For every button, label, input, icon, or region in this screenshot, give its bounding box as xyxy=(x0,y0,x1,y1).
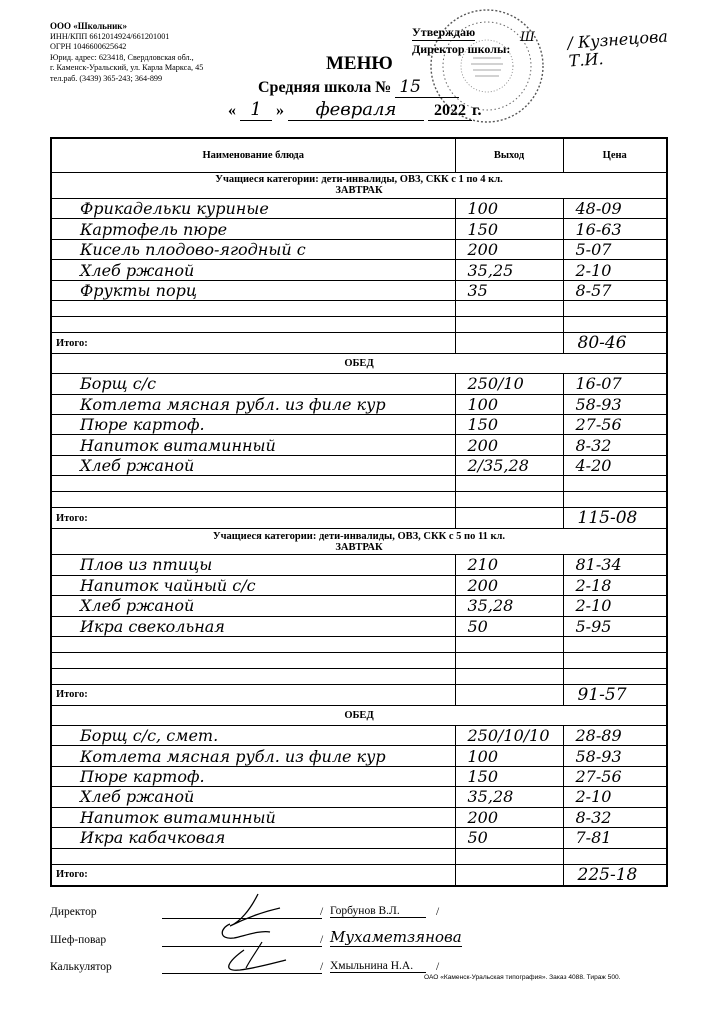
menu-table xyxy=(50,137,668,887)
date-year: 2022 xyxy=(428,102,472,121)
empty-row xyxy=(51,668,667,684)
date-suffix: г. xyxy=(472,102,482,119)
dish-name: Напиток чайный с/с xyxy=(51,575,455,595)
dish-output: 210 xyxy=(455,555,563,575)
dish-price: 8-57 xyxy=(563,280,667,300)
dish-output: 35,25 xyxy=(455,260,563,280)
dish-price: 4-20 xyxy=(563,455,667,475)
empty-cell xyxy=(51,317,455,333)
category-label: Учащиеся категории: дети-инвалиды, ОВЗ, СКК с 5 по 11 кл. xyxy=(212,530,506,542)
director-top-name: / Кузнецова Т.И. xyxy=(566,26,669,71)
org-inn-kpp: ИНН/КПП 6612014924/661201001 xyxy=(50,31,170,41)
empty-cell xyxy=(51,492,455,508)
approved-label: Утверждаю xyxy=(412,25,476,39)
dish-output: 200 xyxy=(455,239,563,259)
dish-price: 28-89 xyxy=(563,725,667,745)
category-label: Учащиеся категории: дети-инвалиды, ОВЗ, СКК с 1 по 4 кл. xyxy=(215,174,503,186)
dish-price: 27-56 xyxy=(563,766,667,786)
empty-row xyxy=(51,637,667,653)
total-label: Итого: xyxy=(51,333,455,354)
empty-cell xyxy=(51,652,455,668)
menu-item-row xyxy=(51,596,667,616)
category-header xyxy=(51,173,667,199)
total-row xyxy=(51,508,667,529)
meal-label: ЗАВТРАК xyxy=(335,541,383,553)
dish-name: Икра кабачковая xyxy=(51,828,455,848)
dish-output: 35 xyxy=(455,280,563,300)
total-row xyxy=(51,864,667,886)
dish-price: 16-63 xyxy=(563,219,667,239)
meal-label: ЗАВТРАК xyxy=(335,185,383,197)
dish-name: Икра свекольная xyxy=(51,616,455,636)
total-row xyxy=(51,684,667,705)
dish-price: 16-07 xyxy=(563,374,667,394)
org-address-1: Юрид. адрес: 623418, Свердловская обл., xyxy=(50,52,194,62)
dish-output: 50 xyxy=(455,828,563,848)
dish-name: Котлета мясная рубл. из филе кур xyxy=(51,746,455,766)
menu-item-row xyxy=(51,766,667,786)
empty-cell xyxy=(455,492,563,508)
total-empty-cell xyxy=(455,864,563,886)
org-ogrn: ОГРН 1046600625642 xyxy=(50,42,127,52)
dish-price: 8-32 xyxy=(563,435,667,455)
director-school-label: Директор школы: xyxy=(412,42,511,56)
dish-price: 2-18 xyxy=(563,575,667,595)
column-header-output: Выход xyxy=(455,138,563,173)
category-row xyxy=(51,173,667,199)
page-title: МЕНЮ xyxy=(326,53,393,74)
menu-item-row xyxy=(51,575,667,595)
dish-output: 200 xyxy=(455,807,563,827)
empty-row xyxy=(51,476,667,492)
dish-output: 100 xyxy=(455,198,563,218)
empty-row xyxy=(51,848,667,864)
dish-price: 48-09 xyxy=(563,198,667,218)
empty-cell xyxy=(563,317,667,333)
menu-item-row xyxy=(51,394,667,414)
signature-role: Директор xyxy=(50,906,97,918)
empty-cell xyxy=(51,476,455,492)
column-header-price: Цена xyxy=(563,138,667,173)
menu-item-row xyxy=(51,455,667,475)
dish-name: Напиток витаминный xyxy=(51,807,455,827)
empty-row xyxy=(51,652,667,668)
menu-item-row xyxy=(51,414,667,434)
menu-item-row xyxy=(51,280,667,300)
empty-row xyxy=(51,317,667,333)
printer-imprint: ОАО «Каменск-Уральская типография». Заказ 4088. Тираж 500. xyxy=(424,974,621,981)
total-empty-cell xyxy=(455,508,563,529)
empty-cell xyxy=(455,301,563,317)
empty-cell xyxy=(563,652,667,668)
approval-block xyxy=(412,24,510,57)
school-line xyxy=(258,77,459,98)
empty-cell xyxy=(455,637,563,653)
organization-block xyxy=(50,21,203,85)
empty-cell xyxy=(563,492,667,508)
dish-output: 200 xyxy=(455,575,563,595)
dish-name: Кисель плодово-ягодный с xyxy=(51,239,455,259)
menu-item-row xyxy=(51,725,667,745)
dish-price: 8-32 xyxy=(563,807,667,827)
menu-item-row xyxy=(51,828,667,848)
dish-name: Борщ с/с xyxy=(51,374,455,394)
menu-item-row xyxy=(51,746,667,766)
dish-name: Хлеб ржаной xyxy=(51,596,455,616)
total-empty-cell xyxy=(455,333,563,354)
dish-name: Фрукты порц xyxy=(51,280,455,300)
empty-cell xyxy=(563,476,667,492)
empty-cell xyxy=(455,652,563,668)
empty-cell xyxy=(563,848,667,864)
dish-price: 81-34 xyxy=(563,555,667,575)
dish-name: Хлеб ржаной xyxy=(51,455,455,475)
menu-item-row xyxy=(51,260,667,280)
dish-output: 50 xyxy=(455,616,563,636)
empty-cell xyxy=(51,637,455,653)
empty-cell xyxy=(455,317,563,333)
menu-item-row xyxy=(51,239,667,259)
table-header-row xyxy=(51,138,667,173)
dish-output: 150 xyxy=(455,766,563,786)
menu-item-row xyxy=(51,787,667,807)
signature-name: Горбунов В.Л. xyxy=(330,905,426,918)
total-value: 225-18 xyxy=(563,864,667,886)
dish-name: Хлеб ржаной xyxy=(51,260,455,280)
dish-price: 58-93 xyxy=(563,746,667,766)
menu-item-row xyxy=(51,374,667,394)
empty-row xyxy=(51,492,667,508)
total-value: 115-08 xyxy=(563,508,667,529)
menu-item-row xyxy=(51,555,667,575)
dish-name: Котлета мясная рубл. из филе кур xyxy=(51,394,455,414)
dish-price: 2-10 xyxy=(563,260,667,280)
dish-output: 200 xyxy=(455,435,563,455)
dish-name: Пюре картоф. xyxy=(51,766,455,786)
dish-price: 7-81 xyxy=(563,828,667,848)
date-close-quote: » xyxy=(276,102,284,119)
empty-cell xyxy=(51,848,455,864)
dish-name: Картофель пюре xyxy=(51,219,455,239)
total-row xyxy=(51,333,667,354)
dish-price: 58-93 xyxy=(563,394,667,414)
date-open-quote: « xyxy=(228,102,236,119)
director-top-signature: Ш xyxy=(520,30,535,45)
meal-row xyxy=(51,354,667,374)
menu-item-row xyxy=(51,435,667,455)
empty-cell xyxy=(563,668,667,684)
dish-name: Хлеб ржаной xyxy=(51,787,455,807)
school-label: Средняя школа № xyxy=(258,79,392,96)
dish-output: 250/10/10 xyxy=(455,725,563,745)
empty-cell xyxy=(455,668,563,684)
dish-output: 100 xyxy=(455,394,563,414)
dish-price: 5-95 xyxy=(563,616,667,636)
empty-cell xyxy=(563,637,667,653)
dish-price: 2-10 xyxy=(563,596,667,616)
dish-output: 2/35,28 xyxy=(455,455,563,475)
signature-role: Калькулятор xyxy=(50,961,112,973)
signature-role: Шеф-повар xyxy=(50,934,107,946)
column-header-dish: Наименование блюда xyxy=(51,138,455,173)
dish-output: 250/10 xyxy=(455,374,563,394)
empty-cell xyxy=(51,668,455,684)
dish-name: Пюре картоф. xyxy=(51,414,455,434)
signature-name: Хмыльнина Н.А. xyxy=(330,960,426,973)
menu-item-row xyxy=(51,198,667,218)
dish-output: 35,28 xyxy=(455,787,563,807)
total-value: 80-46 xyxy=(563,333,667,354)
dish-output: 150 xyxy=(455,219,563,239)
category-row xyxy=(51,529,667,555)
org-address-2: г. Каменск-Уральский, ул. Карла Маркса, 45 xyxy=(50,63,204,73)
menu-item-row xyxy=(51,219,667,239)
meal-label: ОБЕД xyxy=(51,705,667,725)
dish-name: Плов из птицы xyxy=(51,555,455,575)
total-label: Итого: xyxy=(51,684,455,705)
total-label: Итого: xyxy=(51,508,455,529)
total-empty-cell xyxy=(455,684,563,705)
school-number: 15 xyxy=(395,77,459,98)
dish-name: Борщ с/с, смет. xyxy=(51,725,455,745)
date-month: февраля xyxy=(288,99,424,121)
meal-row xyxy=(51,705,667,725)
dish-price: 2-10 xyxy=(563,787,667,807)
empty-cell xyxy=(51,301,455,317)
menu-item-row xyxy=(51,807,667,827)
dish-price: 5-07 xyxy=(563,239,667,259)
signature-scribbles xyxy=(200,888,300,984)
dish-price: 27-56 xyxy=(563,414,667,434)
total-label: Итого: xyxy=(51,864,455,886)
dish-name: Фрикадельки куриные xyxy=(51,198,455,218)
meal-label: ОБЕД xyxy=(51,354,667,374)
dish-output: 35,28 xyxy=(455,596,563,616)
org-phone: тел.раб. (3439) 365-243; 364-899 xyxy=(50,73,163,83)
empty-cell xyxy=(563,301,667,317)
dish-output: 150 xyxy=(455,414,563,434)
date-day: 1 xyxy=(240,99,272,121)
empty-cell xyxy=(455,848,563,864)
menu-item-row xyxy=(51,616,667,636)
org-name: ООО «Школьник» xyxy=(50,21,127,31)
signature-name: Мухаметзянова xyxy=(330,928,462,946)
dish-output: 100 xyxy=(455,746,563,766)
total-value: 91-57 xyxy=(563,684,667,705)
menu-date xyxy=(228,99,481,121)
category-header xyxy=(51,529,667,555)
empty-row xyxy=(51,301,667,317)
empty-cell xyxy=(455,476,563,492)
dish-name: Напиток витаминный xyxy=(51,435,455,455)
